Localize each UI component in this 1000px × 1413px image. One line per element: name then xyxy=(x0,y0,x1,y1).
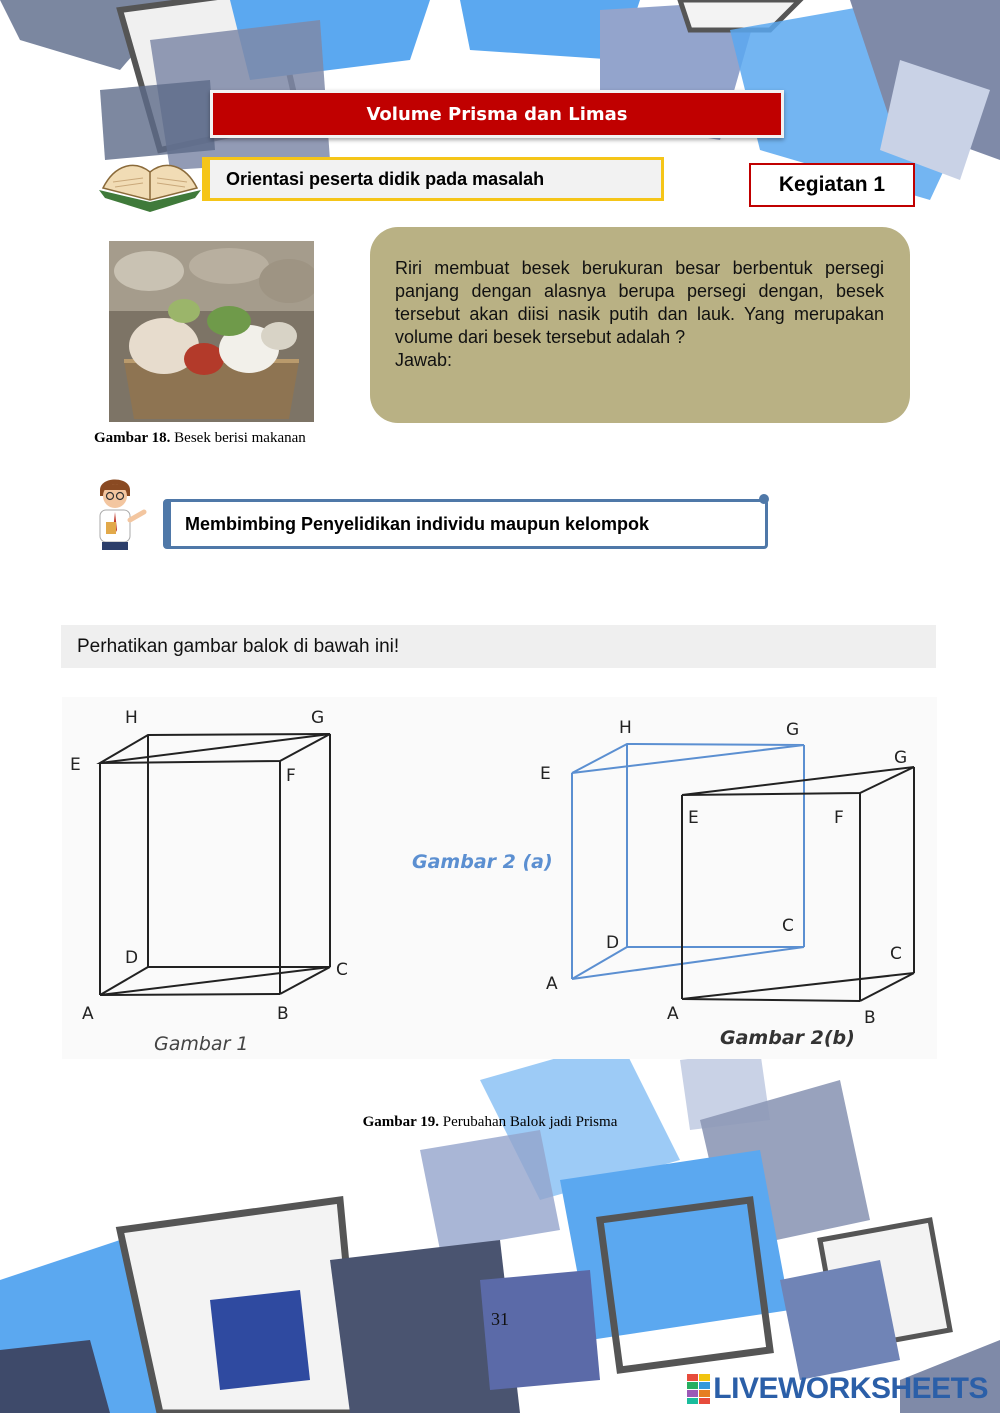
lesson-title: Volume Prisma dan Limas xyxy=(210,90,784,138)
label-C-1: C xyxy=(336,960,348,980)
figure19-number: Gambar 19. xyxy=(362,1114,440,1130)
figure18-caption xyxy=(94,430,306,447)
figure19-diagrams xyxy=(62,697,937,1059)
liveworksheets-logo xyxy=(687,1372,988,1406)
label-D-1: D xyxy=(125,948,139,968)
problem-box xyxy=(370,227,910,423)
guidance-label: Membimbing Penyelidikan individu maupun kelompok xyxy=(185,513,650,534)
page-number: 31 xyxy=(491,1309,509,1329)
liveworksheets-brand: LIVEWORKSHEETS xyxy=(713,1372,988,1405)
label-A-2a: A xyxy=(546,974,558,994)
label-A-2b: A xyxy=(667,1004,679,1024)
orientation-label: Orientasi peserta didik pada masalah xyxy=(226,168,545,189)
figure18-number: Gambar 18. xyxy=(94,430,171,446)
gambar1-caption: Gambar 1 xyxy=(154,1033,249,1055)
liveworksheets-logo-icon xyxy=(687,1374,711,1404)
orientation-banner xyxy=(202,157,664,201)
label-E-2b: E xyxy=(688,808,699,828)
guidance-banner-knob xyxy=(759,494,769,504)
label-A-1: A xyxy=(82,1004,94,1024)
label-H-1: H xyxy=(125,708,138,728)
gambar2a-caption: Gambar 2 (a) xyxy=(412,851,553,873)
teacher-icon xyxy=(88,474,150,554)
figure19-text: Perubahan Balok jadi Prisma xyxy=(442,1114,618,1130)
label-C-2a: C xyxy=(782,916,794,936)
problem-text: Riri membuat besek berukuran besar berbentuk persegi panjang dengan alasnya berupa persegi dengan, besek tersebut akan diisi nasik putih dan lauk. Yang merupakan volume dari besek tersebut adalah ? xyxy=(395,258,884,347)
answer-label: Jawab: xyxy=(395,350,453,370)
figure18-text: Besek berisi makanan xyxy=(174,430,306,446)
besek-photo xyxy=(109,241,314,422)
gambar2b-caption: Gambar 2(b) xyxy=(720,1027,855,1049)
label-B-1: B xyxy=(277,1004,289,1024)
label-G-2a: G xyxy=(786,720,800,740)
label-E-2a: E xyxy=(540,764,551,784)
label-H-2a: H xyxy=(619,718,632,738)
open-book-icon xyxy=(95,152,205,214)
label-F-1: F xyxy=(286,766,296,786)
figure19-caption xyxy=(0,1114,980,1131)
label-B-2b: B xyxy=(864,1008,876,1028)
label-D-2a: D xyxy=(606,933,620,953)
label-F-2b: F xyxy=(834,808,844,828)
prism-diagram-2b xyxy=(682,767,914,1001)
label-G-2b: G xyxy=(894,748,908,768)
label-E-1: E xyxy=(70,755,81,775)
activity-badge: Kegiatan 1 xyxy=(749,163,915,207)
instruction-bar: Perhatikan gambar balok di bawah ini! xyxy=(61,625,936,668)
guidance-banner xyxy=(163,499,768,549)
label-C-2b: C xyxy=(890,944,902,964)
label-G-1: G xyxy=(311,708,325,728)
